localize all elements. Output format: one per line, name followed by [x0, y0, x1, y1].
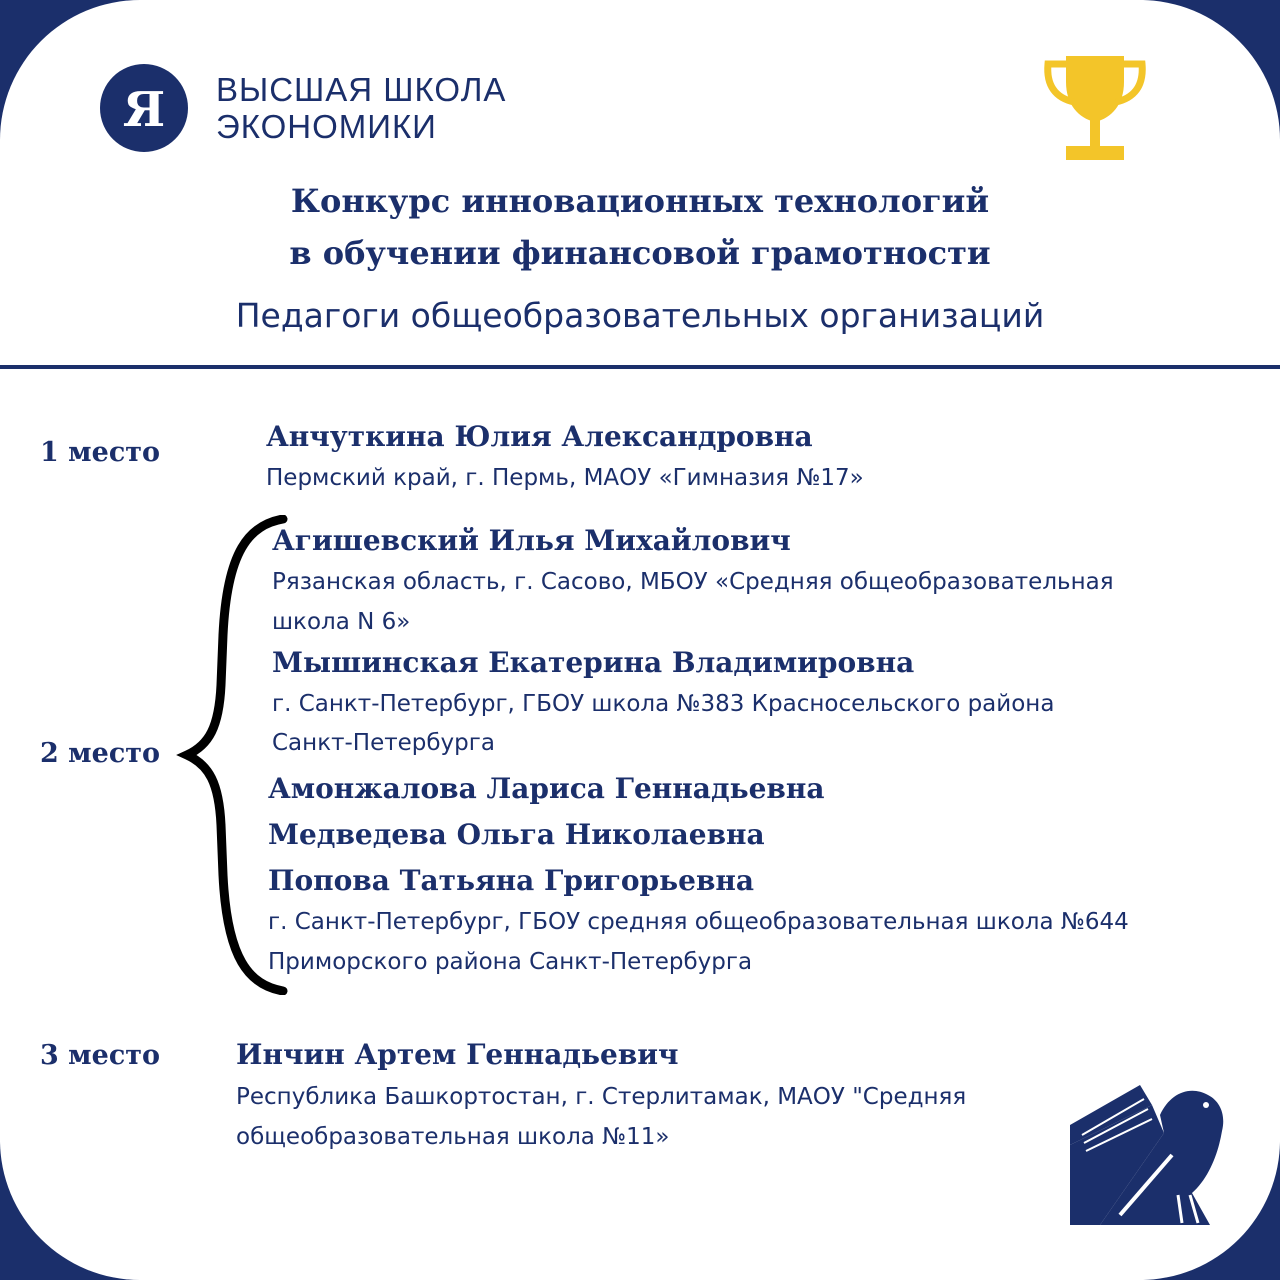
winner-name: Попова Татьяна Григорьевна — [268, 864, 755, 897]
place-2-label: 2 место — [40, 738, 160, 769]
winner-name: Медведева Ольга Николаевна — [268, 818, 765, 851]
winner-name: Анчуткина Юлия Александровна — [266, 420, 813, 453]
winner-name: Агишевский Илья Михайлович — [272, 524, 791, 557]
divider — [0, 365, 1280, 369]
winner-org: Республика Башкортостан, г. Стерлитамак, МАОУ "Средняя — [236, 1084, 967, 1110]
book-bird-icon — [1060, 1075, 1230, 1235]
place-3-label: 3 место — [40, 1040, 160, 1071]
winner-name: Амонжалова Лариса Геннадьевна — [268, 772, 825, 805]
place-1-label: 1 место — [40, 437, 160, 468]
logo-letter: Я — [122, 82, 166, 138]
trophy-icon — [1040, 52, 1150, 164]
winner-name: Мышинская Екатерина Владимировна — [272, 646, 915, 679]
winner-org: Санкт-Петербурга — [272, 730, 495, 756]
winner-name: Инчин Артем Геннадьевич — [236, 1038, 679, 1071]
hse-logo-icon — [100, 64, 188, 152]
title-line-2: в обучении финансовой грамотности — [289, 234, 991, 272]
category-subtitle: Педагоги общеобразовательных организаций — [235, 296, 1045, 335]
winner-org: общеобразовательная школа №11» — [236, 1124, 670, 1150]
winner-org: Пермский край, г. Пермь, МАОУ «Гимназия №17» — [266, 465, 864, 491]
title-line-1: Конкурс инновационных технологий — [290, 182, 990, 220]
winner-org: Рязанская область, г. Сасово, МБОУ «Средняя общеобразовательная — [272, 569, 1114, 595]
winner-org: г. Санкт-Петербург, ГБОУ средняя общеобразовательная школа №644 — [268, 909, 1129, 935]
winner-org: Приморского района Санкт-Петербурга — [268, 949, 753, 975]
logo-line-2: ЭКОНОМИКИ — [216, 108, 437, 145]
logo-wordmark — [216, 71, 506, 145]
logo-line-1: ВЫСШАЯ ШКОЛА — [216, 71, 507, 108]
winner-org: г. Санкт-Петербург, ГБОУ школа №383 Красносельского района — [272, 691, 1055, 717]
contest-title — [140, 175, 1140, 279]
winner-org: школа N 6» — [272, 609, 411, 635]
